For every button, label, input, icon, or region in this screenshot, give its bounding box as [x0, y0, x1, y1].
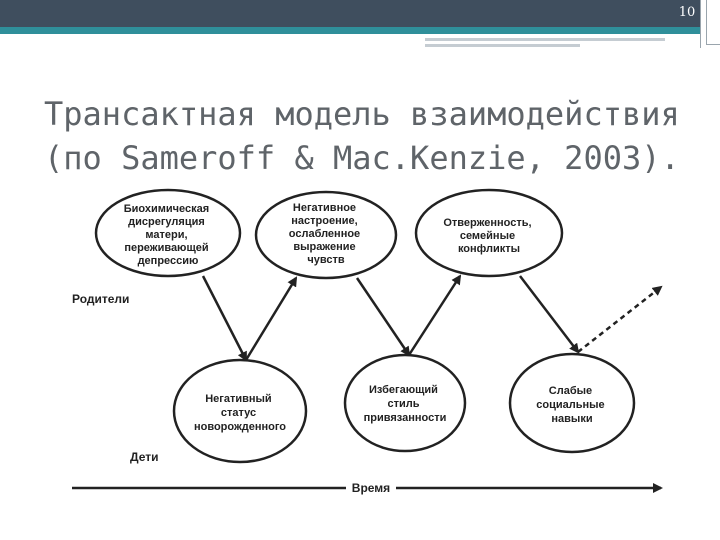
children-label: Дети: [130, 450, 159, 464]
node-c3: [510, 354, 634, 452]
node-line: ослабленное: [288, 228, 361, 240]
arrow-c1-p2: [246, 278, 296, 360]
node-line: дисрегуляция: [128, 216, 205, 228]
arrow-p3-c3: [520, 276, 578, 352]
node-line: Избегающий: [369, 384, 438, 396]
node-p1: [96, 190, 240, 276]
slide-number: 10: [678, 5, 696, 20]
node-line: Отверженность,: [443, 217, 532, 229]
node-line: конфликты: [457, 243, 521, 255]
node-line: Негативный: [205, 393, 272, 405]
node-line: Негативное: [292, 202, 357, 214]
node-line: депрессию: [137, 255, 199, 267]
arrow-p2-c2: [357, 278, 409, 355]
node-line: настроение,: [291, 215, 358, 227]
node-line: матери,: [145, 229, 188, 241]
node-line: Слабые: [548, 385, 593, 397]
arrow-c2-p3: [409, 276, 460, 355]
node-c1: [174, 360, 306, 462]
slide-title: Трансактная модель взаимодействия (по Sameroff & Mac.Kenzie, 2003).: [44, 95, 680, 177]
node-line: семейные: [459, 230, 516, 242]
node-line: новорожденного: [193, 421, 287, 433]
node-line: социальные: [536, 399, 605, 411]
node-line: статус: [220, 407, 257, 419]
node-p2: [256, 192, 396, 278]
node-line: стиль: [387, 398, 420, 410]
node-line: Биохимическая: [123, 203, 210, 215]
node-line: привязанности: [363, 412, 447, 424]
node-line: навыки: [551, 413, 593, 425]
node-line: чувств: [307, 254, 345, 266]
node-p3: [416, 190, 562, 276]
node-line: выражение: [293, 241, 356, 253]
dashed-arrow-future: [578, 287, 661, 352]
parents-label: Родители: [72, 292, 130, 306]
time-label: Время: [351, 481, 391, 495]
arrow-p1-c1: [203, 276, 246, 360]
node-line: переживающей: [124, 242, 209, 254]
node-c2: [345, 355, 465, 451]
